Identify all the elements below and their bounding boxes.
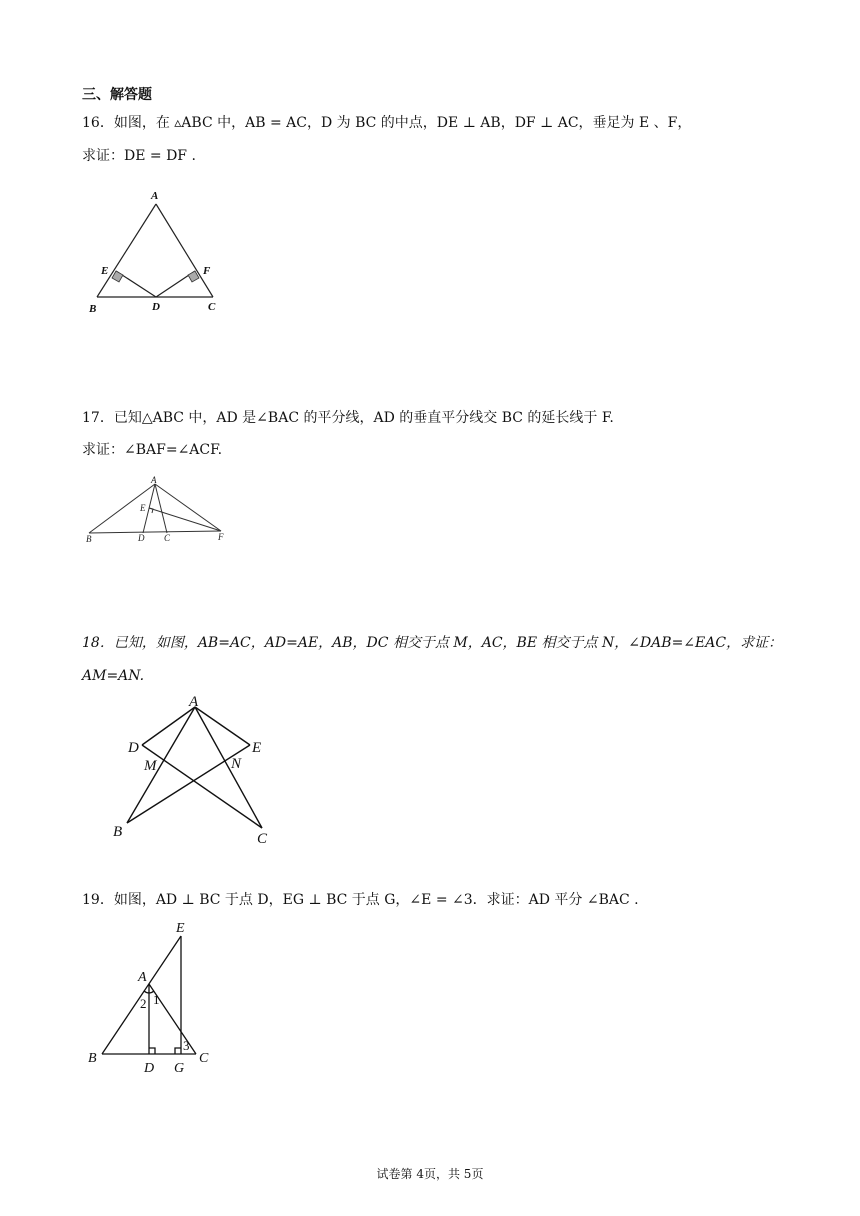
label-d: D — [144, 1061, 155, 1076]
problem-17-prove: 求证：∠BAF=∠ACF. — [82, 442, 223, 458]
label-e: E — [252, 740, 262, 756]
label-f: F — [203, 265, 211, 277]
label-e: E — [101, 265, 109, 277]
right-angle-mark-g — [175, 1048, 181, 1054]
label-d: D — [138, 533, 145, 543]
problem-19-question: 19．如图，AD ⊥ BC 于点 D，EG ⊥ BC 于点 G，∠E = ∠3．求证：AD 平分 ∠BAC . — [82, 892, 639, 908]
label-b: B — [113, 824, 123, 840]
page-footer: 试卷第 4页，共 5页 — [376, 1167, 484, 1181]
label-g: G — [174, 1061, 185, 1076]
label-a: A — [151, 190, 159, 202]
label-a: A — [151, 475, 157, 485]
right-angle-mark-d — [149, 1048, 155, 1054]
label-f: F — [218, 532, 224, 542]
label-c: C — [199, 1051, 209, 1066]
problem-16-question: 16．如图，在 ▵ABC 中，AB = AC，D 为 BC 的中点，DE ⊥ AB，DF ⊥ AC，垂足为 E 、F， — [82, 115, 692, 131]
label-e: E — [140, 503, 146, 513]
problem-18-question: 18．已知，如图，AB=AC，AD=AE，AB，DC 相交于点 M，AC，BE 相交于点 N，∠DAB=∠EAC，求证： — [82, 635, 783, 651]
problem-17-question: 17．已知△ABC 中，AD 是∠BAC 的平分线，AD 的垂直平分线交 BC 的延长线于 F. — [82, 410, 614, 426]
label-d: D — [152, 301, 160, 313]
line-be — [102, 936, 181, 1054]
label-a: A — [138, 970, 147, 985]
section-title: 三、解答题 — [82, 87, 152, 103]
problem-18-prove: AM=AN. — [82, 668, 145, 684]
angle-label-3: 3 — [183, 1038, 190, 1053]
label-b: B — [89, 303, 97, 315]
label-a: A — [189, 694, 199, 710]
label-m: M — [144, 758, 157, 774]
label-d: D — [128, 740, 139, 756]
label-c: C — [164, 533, 171, 543]
angle-label-1: 1 — [153, 992, 160, 1007]
problem-16-prove: 求证：DE = DF . — [82, 148, 196, 164]
label-e: E — [176, 921, 185, 936]
label-n: N — [231, 756, 242, 772]
angle-label-2: 2 — [140, 996, 147, 1011]
label-c: C — [257, 831, 268, 847]
label-c: C — [208, 301, 216, 313]
label-b: B — [86, 534, 92, 544]
label-b: B — [88, 1051, 97, 1066]
